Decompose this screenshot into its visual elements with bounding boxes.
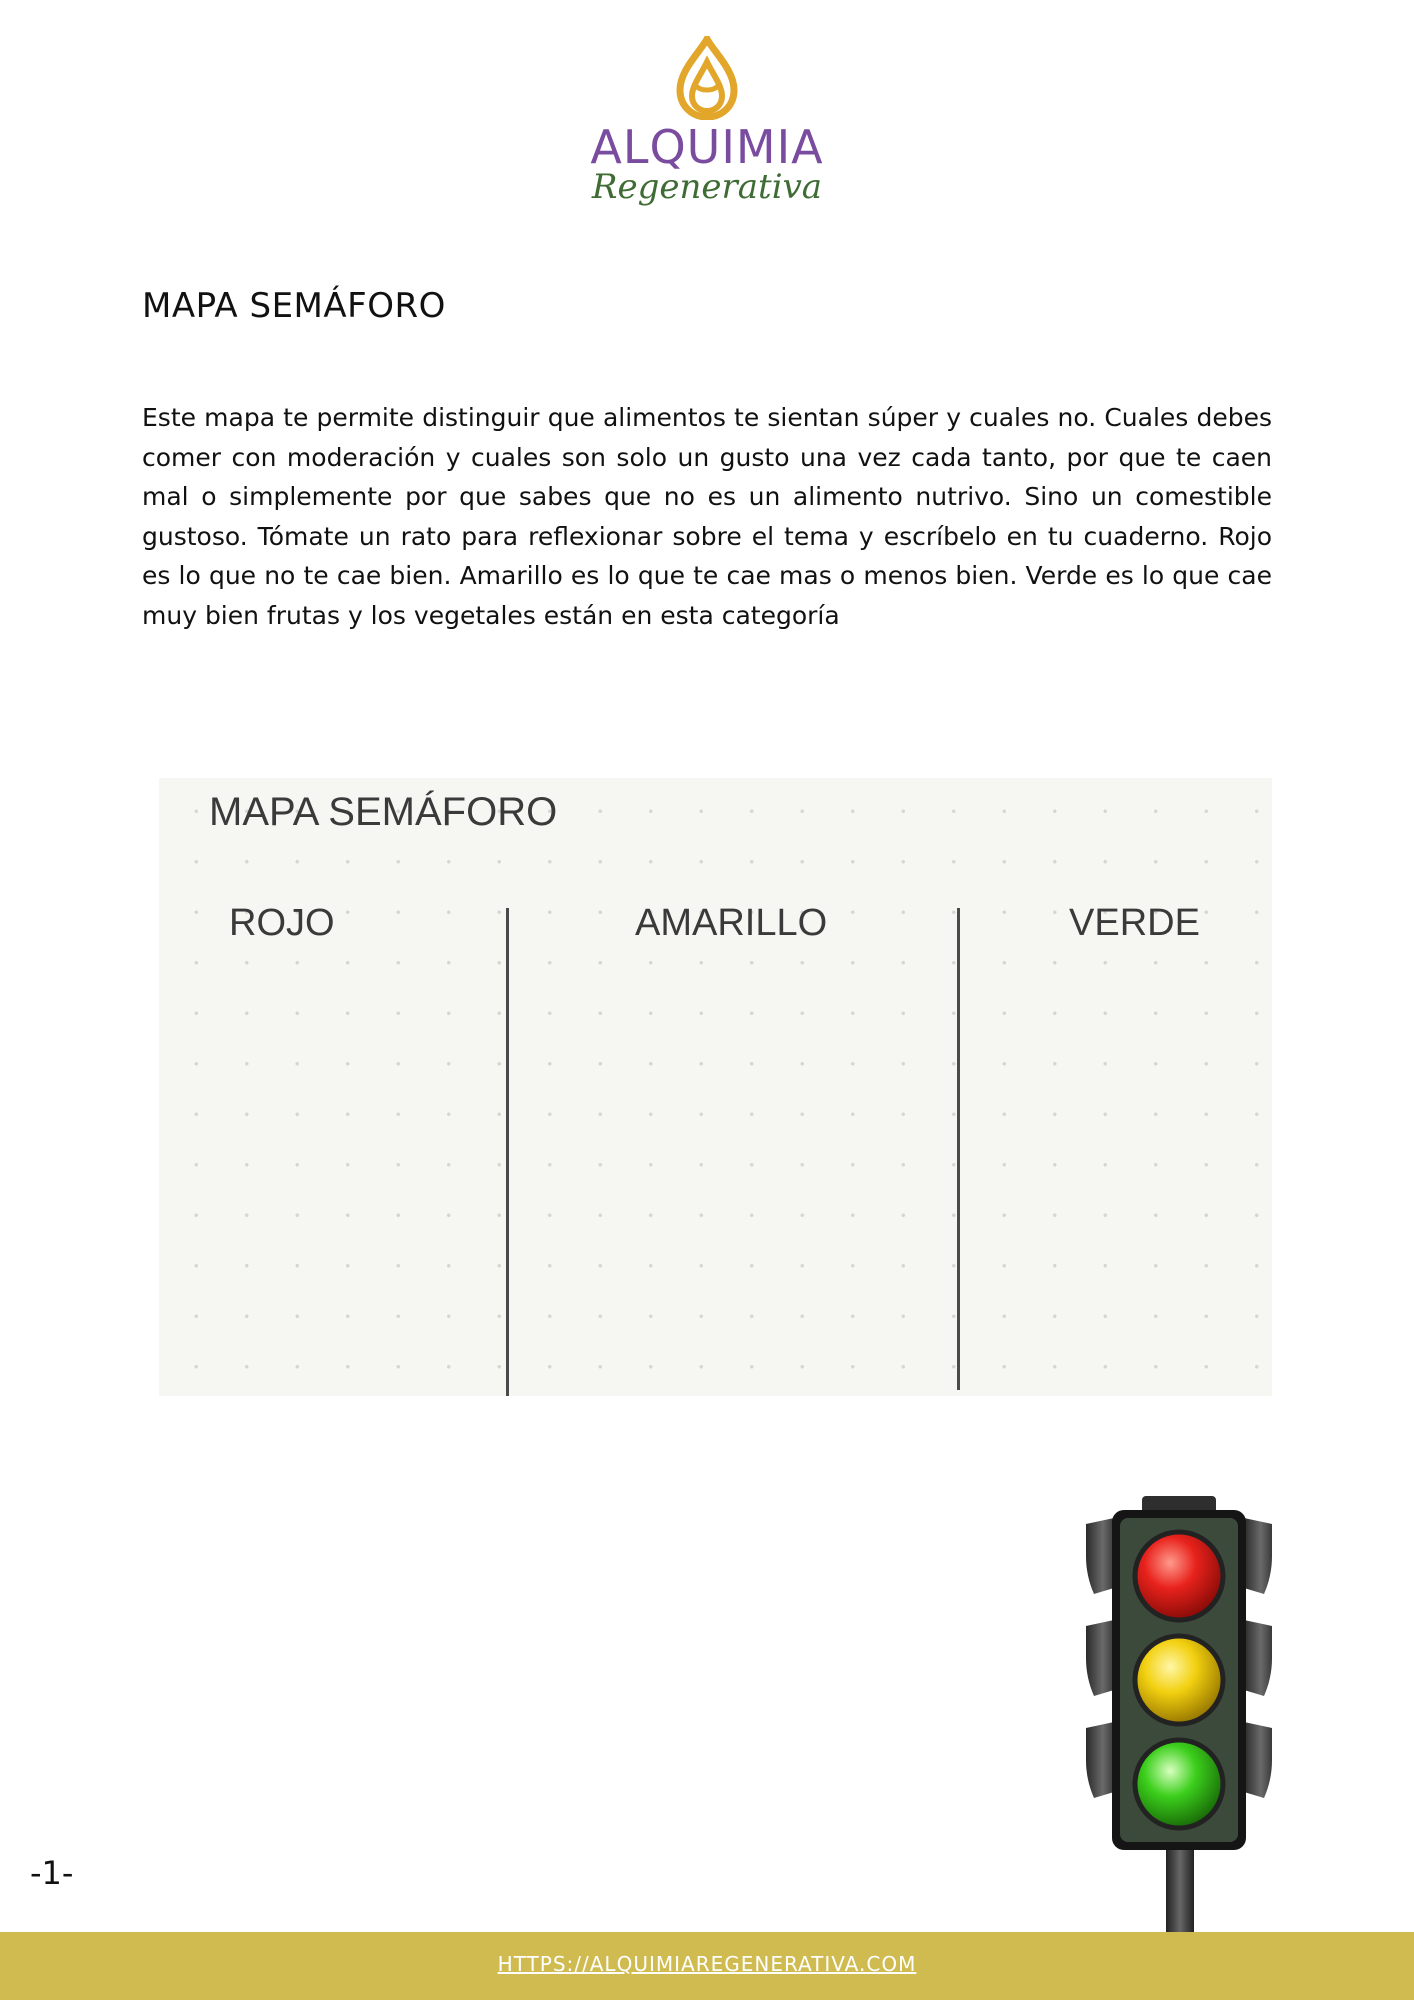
traffic-light-worksheet bbox=[159, 778, 1272, 1396]
column-label-rojo: ROJO bbox=[229, 902, 335, 944]
traffic-light-illustration bbox=[1084, 1496, 1274, 1936]
column-divider bbox=[506, 908, 509, 1396]
brand-logo bbox=[560, 36, 854, 216]
yellow-light bbox=[1135, 1636, 1223, 1724]
column-label-amarillo: AMARILLO bbox=[635, 902, 828, 944]
column-label-verde: VERDE bbox=[1069, 902, 1200, 944]
page-number: -1- bbox=[30, 1854, 74, 1892]
drop-logo-icon bbox=[672, 36, 742, 120]
traffic-light-icon bbox=[1084, 1496, 1274, 1932]
green-light bbox=[1135, 1740, 1223, 1828]
column-divider bbox=[957, 908, 960, 1390]
worksheet-title: MAPA SEMÁFORO bbox=[209, 790, 558, 834]
page-title: MAPA SEMÁFORO bbox=[142, 286, 446, 326]
red-light bbox=[1135, 1532, 1223, 1620]
website-link[interactable]: HTTPS://ALQUIMIAREGENERATIVA.COM bbox=[497, 1952, 917, 1976]
brand-name: ALQUIMIA bbox=[590, 120, 824, 174]
footer-bar bbox=[0, 1932, 1414, 2000]
brand-tagline: Regenerativa bbox=[591, 167, 823, 207]
intro-paragraph: Este mapa te permite distinguir que alimentos te sientan súper y cuales no. Cuales debes comer con moderación y cuales son solo un gusto una vez cada tanto, por que te caen mal o simplemente por que sabes que no es un alimento nutrivo. Sino un comestible gustoso. Tómate un rato para reflexionar sobre el tema y escríbelo en tu cuaderno. Rojo es lo que no te cae bien. Amarillo es lo que te cae mas o menos bien. Verde es lo que cae muy bien frutas y los vegetales están en esta categoría bbox=[142, 403, 1272, 630]
